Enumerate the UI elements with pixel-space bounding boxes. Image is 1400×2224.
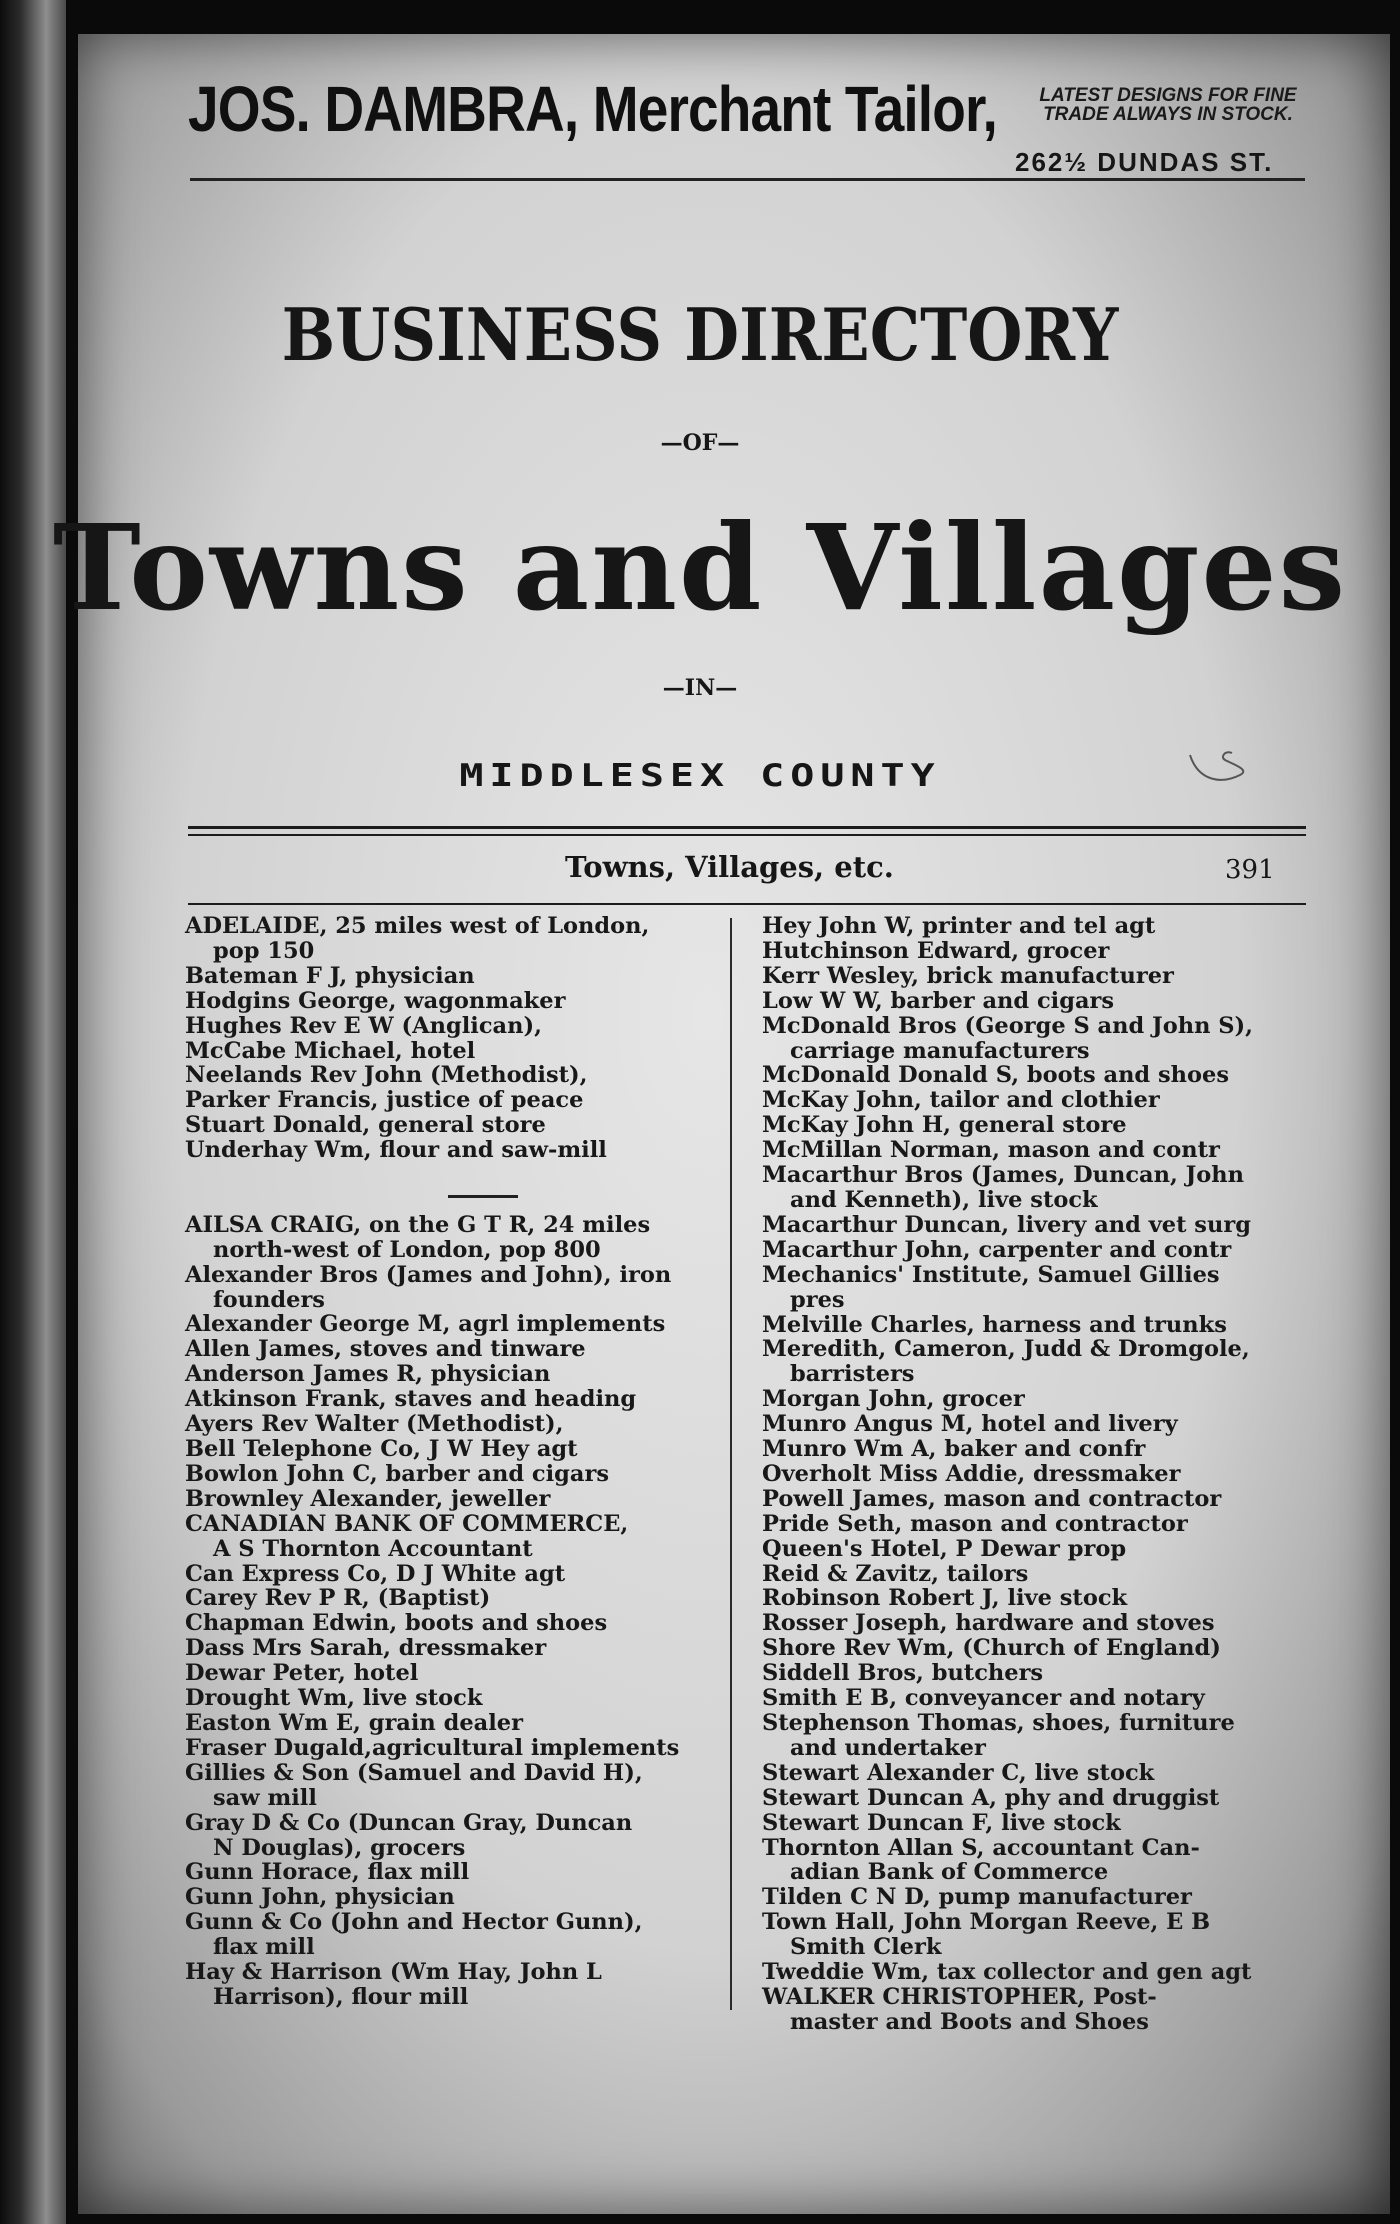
entry-text: Alexander Bros (James and John), iron xyxy=(185,1261,672,1288)
entry-text: Gray D & Co (Duncan Gray, Duncan xyxy=(185,1809,633,1836)
entry-text: Hodgins George, wagonmaker xyxy=(185,987,566,1014)
entry-text: Town Hall, John Morgan Reeve, E B xyxy=(762,1909,1211,1936)
page-number: 391 xyxy=(1225,855,1275,885)
directory-entry xyxy=(185,914,715,964)
directory-entry xyxy=(762,1138,1292,1163)
entry-text: Hay & Harrison (Wm Hay, John L xyxy=(185,1959,602,1986)
directory-entry xyxy=(762,1387,1292,1412)
right-column xyxy=(762,914,1292,2035)
entry-text: Low W W, barber and cigars xyxy=(762,987,1115,1014)
advertisement-tagline xyxy=(1018,86,1318,124)
entry-continuation: pop 150 xyxy=(213,937,315,964)
entry-text: Dass Mrs Sarah, dressmaker xyxy=(185,1635,547,1662)
directory-entry xyxy=(185,1910,715,1960)
advertisement-rule xyxy=(190,178,1305,181)
directory-entry xyxy=(762,989,1292,1014)
entry-text: McKay John, tailor and clothier xyxy=(762,1087,1160,1114)
directory-entry xyxy=(762,1661,1292,1686)
section-separator xyxy=(448,1195,518,1198)
title-connector-in: —IN— xyxy=(662,675,738,701)
entry-continuation: Harrison), flour mill xyxy=(213,1983,469,2010)
directory-entry xyxy=(762,939,1292,964)
entry-text: Pride Seth, mason and contractor xyxy=(762,1510,1188,1537)
entry-text: Gunn & Co (John and Hector Gunn), xyxy=(185,1909,643,1936)
entry-text: Melville Charles, harness and trunks xyxy=(762,1311,1227,1338)
entry-text: AILSA CRAIG, on the G T R, 24 miles xyxy=(185,1211,651,1238)
entry-text: Underhay Wm, flour and saw-mill xyxy=(185,1137,607,1164)
advertisement-banner xyxy=(110,72,1310,182)
entry-text: Tweddie Wm, tax collector and gen agt xyxy=(762,1959,1252,1986)
running-head-title: Towns, Villages, etc. xyxy=(565,850,894,884)
directory-entry xyxy=(762,914,1292,939)
directory-entry xyxy=(762,1238,1292,1263)
entry-continuation: saw mill xyxy=(213,1784,317,1811)
entry-text: WALKER CHRISTOPHER, Post- xyxy=(762,1983,1157,2010)
entry-text: Carey Rev P R, (Baptist) xyxy=(185,1585,491,1612)
directory-entry xyxy=(185,1811,715,1861)
entry-continuation: founders xyxy=(213,1286,325,1313)
entry-text: Fraser Dugald,agricultural implements xyxy=(185,1734,680,1761)
entry-continuation: A S Thornton Accountant xyxy=(213,1535,533,1562)
directory-entry xyxy=(185,1512,715,1562)
directory-entry xyxy=(762,1636,1292,1661)
entry-continuation: N Douglas), grocers xyxy=(213,1834,466,1861)
entry-text: Thornton Allan S, accountant Can- xyxy=(762,1834,1200,1861)
entry-text: Kerr Wesley, brick manufacturer xyxy=(762,962,1174,989)
directory-entry xyxy=(185,1686,715,1711)
directory-entry xyxy=(185,1462,715,1487)
directory-entry xyxy=(762,1088,1292,1113)
entry-text: McDonald Donald S, boots and shoes xyxy=(762,1062,1230,1089)
directory-entry xyxy=(185,1562,715,1587)
directory-entry xyxy=(762,1512,1292,1537)
directory-entry xyxy=(185,1263,715,1313)
directory-entry xyxy=(185,1860,715,1885)
directory-entry xyxy=(185,1362,715,1387)
entry-continuation: and undertaker xyxy=(790,1734,986,1761)
entry-text: Can Express Co, D J White agt xyxy=(185,1560,566,1587)
directory-entry xyxy=(762,1263,1292,1313)
entry-text: Neelands Rev John (Methodist), xyxy=(185,1062,588,1089)
entry-text: Easton Wm E, grain dealer xyxy=(185,1709,523,1736)
column-divider xyxy=(730,918,732,2010)
directory-entry xyxy=(185,1761,715,1811)
directory-entry xyxy=(185,1487,715,1512)
entry-text: Gunn Horace, flax mill xyxy=(185,1859,470,1886)
entry-text: Alexander George M, agrl implements xyxy=(185,1311,666,1338)
entry-continuation: adian Bank of Commerce xyxy=(790,1859,1109,1886)
entry-text: Mechanics' Institute, Samuel Gillies xyxy=(762,1261,1220,1288)
entry-spacer xyxy=(185,1163,715,1188)
entry-text: McDonald Bros (George S and John S), xyxy=(762,1012,1253,1039)
directory-entry xyxy=(762,1786,1292,1811)
entry-text: Shore Rev Wm, (Church of England) xyxy=(762,1635,1221,1662)
entry-continuation: carriage manufacturers xyxy=(790,1037,1090,1064)
directory-entry xyxy=(185,1337,715,1362)
entry-text: Dewar Peter, hotel xyxy=(185,1660,419,1687)
entry-text: Stewart Duncan F, live stock xyxy=(762,1809,1121,1836)
directory-entry xyxy=(762,1811,1292,1836)
directory-entry xyxy=(185,1113,715,1138)
directory-entry xyxy=(762,964,1292,989)
directory-entry xyxy=(185,1661,715,1686)
entry-text: McCabe Michael, hotel xyxy=(185,1037,476,1064)
entry-continuation: Smith Clerk xyxy=(790,1934,942,1961)
directory-entry xyxy=(762,1063,1292,1088)
entry-text: Parker Francis, justice of peace xyxy=(185,1087,584,1114)
directory-entry xyxy=(185,1138,715,1163)
entry-text: McMillan Norman, mason and contr xyxy=(762,1137,1220,1164)
entry-continuation: barristers xyxy=(790,1361,915,1388)
directory-entry xyxy=(185,989,715,1014)
entry-continuation: pres xyxy=(790,1286,845,1313)
directory-entry xyxy=(762,1437,1292,1462)
directory-entry xyxy=(185,1736,715,1761)
entry-text: Hughes Rev E W (Anglican), xyxy=(185,1012,542,1039)
directory-entry xyxy=(185,1586,715,1611)
directory-entry xyxy=(762,1163,1292,1213)
advertisement-tagline-line-1: LATEST DESIGNS FOR FINE xyxy=(1039,85,1297,106)
directory-entry xyxy=(185,1387,715,1412)
entry-text: Allen James, stoves and tinware xyxy=(185,1336,586,1363)
directory-entry xyxy=(185,1636,715,1661)
directory-entry xyxy=(762,1885,1292,1910)
entry-text: Bell Telephone Co, J W Hey agt xyxy=(185,1436,578,1462)
directory-entry xyxy=(185,1885,715,1910)
entry-text: Ayers Rev Walter (Methodist), xyxy=(185,1411,564,1438)
directory-entry xyxy=(762,1014,1292,1064)
entry-text: Stephenson Thomas, shoes, furniture xyxy=(762,1710,1235,1736)
directory-entry xyxy=(762,1960,1292,1985)
left-column xyxy=(185,914,715,2010)
entry-text: Rosser Joseph, hardware and stoves xyxy=(762,1610,1215,1637)
directory-entry xyxy=(185,1611,715,1636)
directory-entry xyxy=(762,1487,1292,1512)
entry-text: Tilden C N D, pump manufacturer xyxy=(762,1884,1192,1911)
directory-entry xyxy=(762,1985,1292,2035)
entry-text: Meredith, Cameron, Judd & Dromgole, xyxy=(762,1336,1250,1363)
page-subtitle: Towns and Villages xyxy=(52,498,1348,637)
entry-text: Siddell Bros, butchers xyxy=(762,1660,1044,1687)
entry-text: McKay John H, general store xyxy=(762,1112,1127,1139)
adjacent-page-edge xyxy=(0,0,66,2224)
entry-text: Powell James, mason and contractor xyxy=(762,1485,1222,1512)
directory-entry xyxy=(185,1711,715,1736)
directory-entry xyxy=(762,1412,1292,1437)
entry-text: Stuart Donald, general store xyxy=(185,1112,546,1139)
entry-continuation: and Kenneth), live stock xyxy=(790,1186,1098,1213)
directory-entry xyxy=(762,1537,1292,1562)
entry-text: Bateman F J, physician xyxy=(185,962,475,989)
directory-entry xyxy=(762,1711,1292,1761)
directory-entry xyxy=(762,1562,1292,1587)
directory-entry xyxy=(762,1462,1292,1487)
entry-text: Macarthur John, carpenter and contr xyxy=(762,1236,1232,1263)
entry-text: ADELAIDE, 25 miles west of London, xyxy=(185,913,650,939)
directory-entry xyxy=(185,1014,715,1039)
entry-text: Drought Wm, live stock xyxy=(185,1685,483,1712)
header-rule-bottom xyxy=(188,903,1306,905)
directory-entry xyxy=(762,1337,1292,1387)
directory-entry xyxy=(185,1437,715,1462)
entry-text: Gillies & Son (Samuel and David H), xyxy=(185,1759,643,1786)
directory-entry xyxy=(185,1412,715,1437)
entry-continuation: master and Boots and Shoes xyxy=(790,2008,1149,2035)
entry-continuation: north-west of London, pop 800 xyxy=(213,1236,601,1263)
entry-text: Reid & Zavitz, tailors xyxy=(762,1560,1029,1587)
advertiser-name: JOS. DAMBRA, Merchant Tailor, xyxy=(188,73,997,145)
entry-text: CANADIAN BANK OF COMMERCE, xyxy=(185,1510,629,1537)
pencil-mark xyxy=(1180,735,1260,795)
directory-entry xyxy=(185,1088,715,1113)
header-rule-double xyxy=(188,834,1306,836)
entry-text: Macarthur Duncan, livery and vet surg xyxy=(762,1211,1251,1238)
entry-text: Hey John W, printer and tel agt xyxy=(762,913,1156,939)
title-connector-of: —OF— xyxy=(660,430,740,456)
entry-text: Chapman Edwin, boots and shoes xyxy=(185,1610,608,1637)
advertisement-tagline-line-2: TRADE ALWAYS IN STOCK. xyxy=(1043,104,1293,125)
entry-text: Munro Wm A, baker and confr xyxy=(762,1436,1146,1463)
entry-text: Munro Angus M, hotel and livery xyxy=(762,1411,1178,1438)
entry-text: Atkinson Frank, staves and heading xyxy=(185,1386,637,1413)
entry-spacer xyxy=(185,1188,715,1213)
directory-entry xyxy=(762,1611,1292,1636)
entry-text: Smith E B, conveyancer and notary xyxy=(762,1685,1205,1712)
directory-entry xyxy=(762,1761,1292,1786)
entry-text: Overholt Miss Addie, dressmaker xyxy=(762,1460,1181,1487)
directory-entry xyxy=(185,1039,715,1064)
directory-entry xyxy=(762,1313,1292,1338)
header-rule-top xyxy=(188,826,1306,829)
entry-text: Stewart Alexander C, live stock xyxy=(762,1759,1155,1786)
entry-continuation: flax mill xyxy=(213,1934,315,1961)
directory-entry xyxy=(185,1312,715,1337)
directory-entry xyxy=(762,1586,1292,1611)
entry-text: Queen's Hotel, P Dewar prop xyxy=(762,1535,1127,1562)
entry-text: Gunn John, physician xyxy=(185,1884,455,1911)
county-name: MIDDLESEX COUNTY xyxy=(459,758,941,794)
directory-entry xyxy=(185,1960,715,2010)
directory-entry xyxy=(762,1910,1292,1960)
directory-entry xyxy=(762,1113,1292,1138)
page-title: BUSINESS DIRECTORY xyxy=(281,292,1119,377)
entry-text: Bowlon John C, barber and cigars xyxy=(185,1460,610,1487)
entry-text: Anderson James R, physician xyxy=(185,1361,551,1388)
entry-text: Robinson Robert J, live stock xyxy=(762,1585,1128,1612)
entry-text: Hutchinson Edward, grocer xyxy=(762,937,1110,964)
directory-entry xyxy=(762,1836,1292,1886)
entry-text: Brownley Alexander, jeweller xyxy=(185,1485,551,1512)
directory-entry xyxy=(185,964,715,989)
directory-entry xyxy=(762,1213,1292,1238)
advertiser-address: 262½ DUNDAS ST. xyxy=(1015,147,1274,177)
directory-entry xyxy=(185,1213,715,1263)
directory-entry xyxy=(762,1686,1292,1711)
entry-text: Stewart Duncan A, phy and druggist xyxy=(762,1784,1220,1811)
entry-text: Macarthur Bros (James, Duncan, John xyxy=(762,1162,1245,1189)
directory-entry xyxy=(185,1063,715,1088)
entry-text: Morgan John, grocer xyxy=(762,1386,1025,1413)
